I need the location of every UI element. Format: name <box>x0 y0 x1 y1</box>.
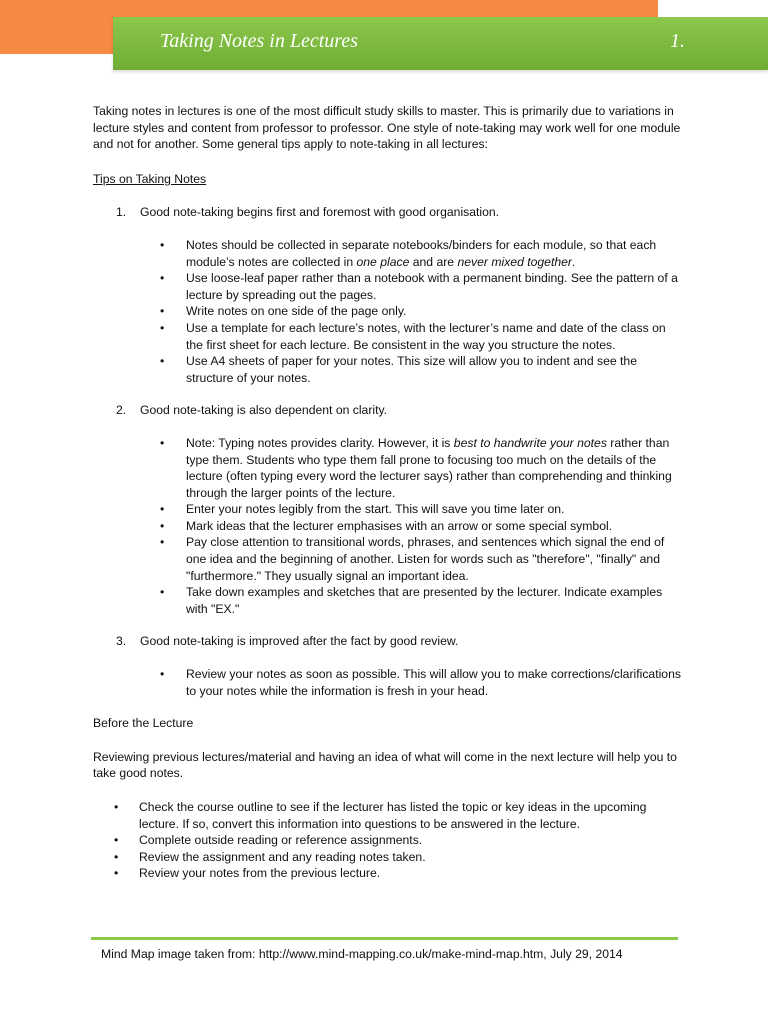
bullet-item <box>140 534 683 584</box>
bullet-text: Complete outside reading or reference assignments. <box>139 833 423 848</box>
bullet-icon: • <box>160 435 165 450</box>
bullet-list <box>140 435 683 618</box>
before-lecture-paragraph: Reviewing previous lectures/material and having an idea of what will come in the next lecture will help you to take good notes. <box>93 749 677 781</box>
bullet-text-part: Notes should be collected in separate notebooks/binders for each module, so that each module’s notes are collected in <box>186 237 657 269</box>
bullet-item <box>140 320 683 353</box>
document-body <box>93 103 683 882</box>
bullet-item <box>93 832 683 849</box>
tip-number: 1. <box>116 205 127 220</box>
bullet-text: Check the course outline to see if the lecturer has listed the topic or key ideas in the upcoming lecture. If so, convert this information into questions to be answered in the lecture. <box>139 800 647 831</box>
tip-item <box>93 402 683 617</box>
before-lecture-heading: Before the Lecture <box>93 716 194 731</box>
bullet-text-part: rather than type them. Students who type them fall prone to focusing too much on the details of the lecture (often typing every word the lecturer says) rather than comprehending and thinking through the larger points of the lecture. <box>186 435 672 500</box>
bullet-text-part: Note: Typing notes provides clarity. However, it is <box>186 435 454 450</box>
intro-paragraph: Taking notes in lectures is one of the most difficult study skills to master. This is primarily due to variations in lecture styles and content from professor to professor. One style of note-taking may work well for one module and not for another. Some general tips apply to note-taking in all lectures: <box>93 104 681 152</box>
bullet-emphasis: one place <box>356 254 410 269</box>
bullet-icon: • <box>114 866 119 881</box>
bullet-icon: • <box>114 833 119 848</box>
bullet-icon: • <box>160 535 165 550</box>
tips-heading: Tips on Taking Notes <box>93 171 207 186</box>
bullet-item <box>140 501 683 518</box>
tip-text: Good note-taking begins first and foremost with good organisation. <box>140 205 500 220</box>
footer-divider <box>91 937 678 940</box>
tip-number: 3. <box>116 634 127 649</box>
bullet-item <box>93 799 683 832</box>
bullet-item <box>140 303 683 320</box>
bullet-item <box>93 865 683 882</box>
bullet-icon: • <box>160 667 165 682</box>
bullet-text: Review your notes as soon as possible. This will allow you to make corrections/clarifications to your notes while the information is fresh in your head. <box>186 667 681 698</box>
bullet-item <box>140 237 683 270</box>
bullet-icon: • <box>160 237 165 252</box>
page-title: Taking Notes in Lectures <box>160 30 358 52</box>
bullet-text: Take down examples and sketches that are presented by the lecturer. Indicate examples with "EX." <box>186 585 663 616</box>
bullet-text: Review your notes from the previous lecture. <box>139 866 381 881</box>
bullet-item <box>140 353 683 386</box>
bullet-text: Write notes on one side of the page only. <box>186 304 407 319</box>
bullet-text-part: and are <box>409 254 458 269</box>
bullet-text-part: . <box>571 254 576 269</box>
tip-text: Good note-taking is improved after the fact by good review. <box>140 634 459 649</box>
bullet-item <box>140 270 683 303</box>
tip-item <box>93 204 683 386</box>
bullet-icon: • <box>160 304 165 319</box>
page-number: 1. <box>670 30 685 52</box>
bullet-emphasis: best to handwrite your notes <box>453 435 607 450</box>
bullet-icon: • <box>160 502 165 517</box>
bullet-icon: • <box>160 585 165 600</box>
tip-number: 2. <box>116 403 127 418</box>
bullet-item <box>140 518 683 535</box>
bullet-text: Use a template for each lecture’s notes, with the lecturer’s name and date of the class on the first sheet for each lecture. Be consistent in the way you structure the notes. <box>186 320 666 352</box>
tips-list <box>93 204 683 699</box>
bullet-item <box>140 584 683 617</box>
bullet-icon: • <box>160 320 165 335</box>
bullet-icon: • <box>160 354 165 369</box>
bullet-list <box>140 237 683 386</box>
bullet-item <box>140 435 683 501</box>
bullet-text: Enter your notes legibly from the start. This will save you time later on. <box>186 502 565 517</box>
bullet-item <box>93 849 683 866</box>
bullet-item <box>140 666 683 699</box>
bullet-icon: • <box>160 271 165 286</box>
before-lecture-list <box>93 799 683 882</box>
tip-item <box>93 633 683 699</box>
bullet-icon: • <box>160 518 165 533</box>
bullet-text: Use A4 sheets of paper for your notes. This size will allow you to indent and see the structure of your notes. <box>186 354 637 385</box>
tip-text: Good note-taking is also dependent on clarity. <box>140 403 388 418</box>
bullet-text: Use loose-leaf paper rather than a notebook with a permanent binding. See the pattern of a lecture by spreading out the pages. <box>186 271 678 302</box>
bullet-text: Pay close attention to transitional words, phrases, and sentences which signal the end of one idea and the beginning of another. Listen for words such as "therefore", "finally" and "furthermore." They usually signal an important idea. <box>186 535 665 583</box>
bullet-text: Review the assignment and any reading notes taken. <box>139 849 426 864</box>
footer-citation: Mind Map image taken from: http://www.mind-mapping.co.uk/make-mind-map.htm, July 29, 2014 <box>101 947 623 961</box>
bullet-icon: • <box>114 849 119 864</box>
bullet-text: Mark ideas that the lecturer emphasises with an arrow or some special symbol. <box>186 518 613 533</box>
bullet-emphasis: never mixed together <box>457 254 572 269</box>
bullet-list <box>140 666 683 699</box>
bullet-icon: • <box>114 800 119 814</box>
